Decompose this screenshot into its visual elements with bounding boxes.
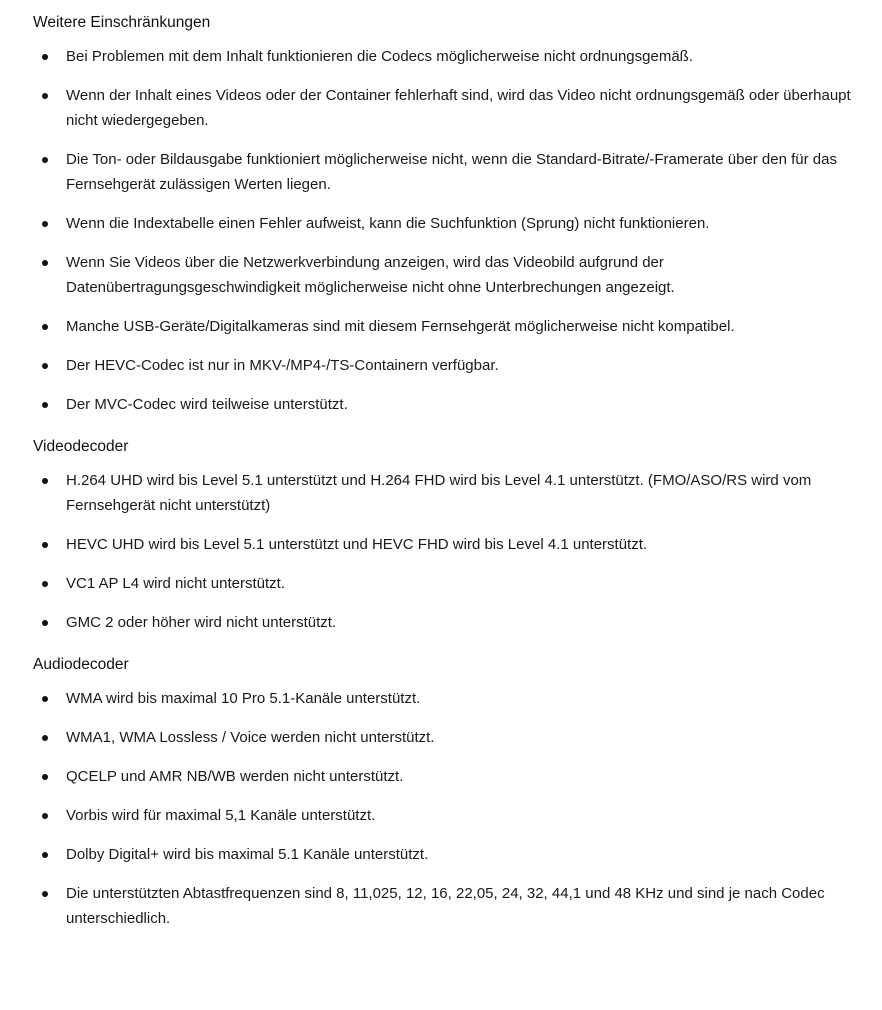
bullet-list (33, 468, 874, 635)
list-item (33, 314, 874, 339)
list-item-text: Der HEVC-Codec ist nur in MKV-/MP4-/TS-Containern verfügbar. (66, 357, 499, 374)
bullet-icon (42, 478, 48, 484)
bullet-icon (42, 157, 48, 163)
bullet-icon (42, 542, 48, 548)
list-item-text: QCELP und AMR NB/WB werden nicht unterstützt. (66, 768, 404, 785)
list-item (33, 83, 874, 133)
section-title: Weitere Einschränkungen (33, 14, 211, 31)
section-audiodecoder (33, 652, 874, 931)
bullet-icon (42, 221, 48, 227)
list-item-text: VC1 AP L4 wird nicht unterstützt. (66, 575, 286, 592)
list-item-text: Die Ton- oder Bildausgabe funktioniert möglicherweise nicht, wenn die Standard-Bitrate/-Framerate über den für das Fernsehgerät zulässigen Werten liegen. (66, 151, 837, 193)
section-title: Videodecoder (33, 438, 129, 455)
list-item (33, 44, 874, 69)
bullet-list (33, 44, 874, 417)
list-item-text: WMA wird bis maximal 10 Pro 5.1-Kanäle unterstützt. (66, 690, 421, 707)
bullet-icon (42, 54, 48, 60)
list-item-text: WMA1, WMA Lossless / Voice werden nicht unterstützt. (66, 729, 435, 746)
bullet-icon (42, 696, 48, 702)
list-item-text: Bei Problemen mit dem Inhalt funktionieren die Codecs möglicherweise nicht ordnungsgemäß. (66, 48, 693, 65)
list-item-text: Manche USB-Geräte/Digitalkameras sind mit diesem Fernsehgerät möglicherweise nicht kompatibel. (66, 318, 735, 335)
bullet-icon (42, 735, 48, 741)
list-item (33, 610, 874, 635)
bullet-icon (42, 402, 48, 408)
bullet-list (33, 686, 874, 931)
list-item-text: Wenn Sie Videos über die Netzwerkverbindung anzeigen, wird das Videobild aufgrund der Datenübertragungsgeschwindigkeit möglicherweise nicht ohne Unterbrechungen angezeigt. (66, 254, 675, 296)
list-item-text: Wenn der Inhalt eines Videos oder der Container fehlerhaft sind, wird das Video nicht ordnungsgemäß oder überhaupt nicht wiedergegeben. (66, 87, 851, 129)
bullet-icon (42, 813, 48, 819)
bullet-icon (42, 363, 48, 369)
list-item-text: GMC 2 oder höher wird nicht unterstützt. (66, 614, 337, 631)
list-item (33, 392, 874, 417)
list-item-text: Die unterstützten Abtastfrequenzen sind 8, 11,025, 12, 16, 22,05, 24, 32, 44,1 und 48 KHz und sind je nach Codec unterschiedlich. (66, 885, 825, 927)
list-item (33, 211, 874, 236)
list-item-text: H.264 UHD wird bis Level 5.1 unterstützt und H.264 FHD wird bis Level 4.1 unterstützt. (FMO/ASO/RS wird vom Fernsehgerät nicht unterstützt) (66, 472, 812, 514)
list-item (33, 803, 874, 828)
list-item (33, 686, 874, 711)
list-item (33, 725, 874, 750)
bullet-icon (42, 620, 48, 626)
list-item (33, 842, 874, 867)
list-item (33, 764, 874, 789)
bullet-icon (42, 774, 48, 780)
bullet-icon (42, 581, 48, 587)
bullet-icon (42, 260, 48, 266)
section-weitere-einschraenkungen (33, 10, 874, 417)
section-videodecoder (33, 434, 874, 635)
list-item-text: HEVC UHD wird bis Level 5.1 unterstützt und HEVC FHD wird bis Level 4.1 unterstützt. (66, 536, 648, 553)
list-item (33, 532, 874, 557)
bullet-icon (42, 852, 48, 858)
bullet-icon (42, 324, 48, 330)
list-item (33, 250, 874, 300)
section-title: Audiodecoder (33, 656, 129, 673)
list-item (33, 468, 874, 518)
bullet-icon (42, 891, 48, 897)
list-item-text: Dolby Digital+ wird bis maximal 5.1 Kanäle unterstützt. (66, 846, 429, 863)
bullet-icon (42, 93, 48, 99)
list-item (33, 571, 874, 596)
list-item (33, 353, 874, 378)
list-item-text: Wenn die Indextabelle einen Fehler aufweist, kann die Suchfunktion (Sprung) nicht funktionieren. (66, 215, 710, 232)
list-item (33, 147, 874, 197)
list-item-text: Der MVC-Codec wird teilweise unterstützt. (66, 396, 348, 413)
list-item (33, 881, 874, 931)
list-item-text: Vorbis wird für maximal 5,1 Kanäle unterstützt. (66, 807, 376, 824)
